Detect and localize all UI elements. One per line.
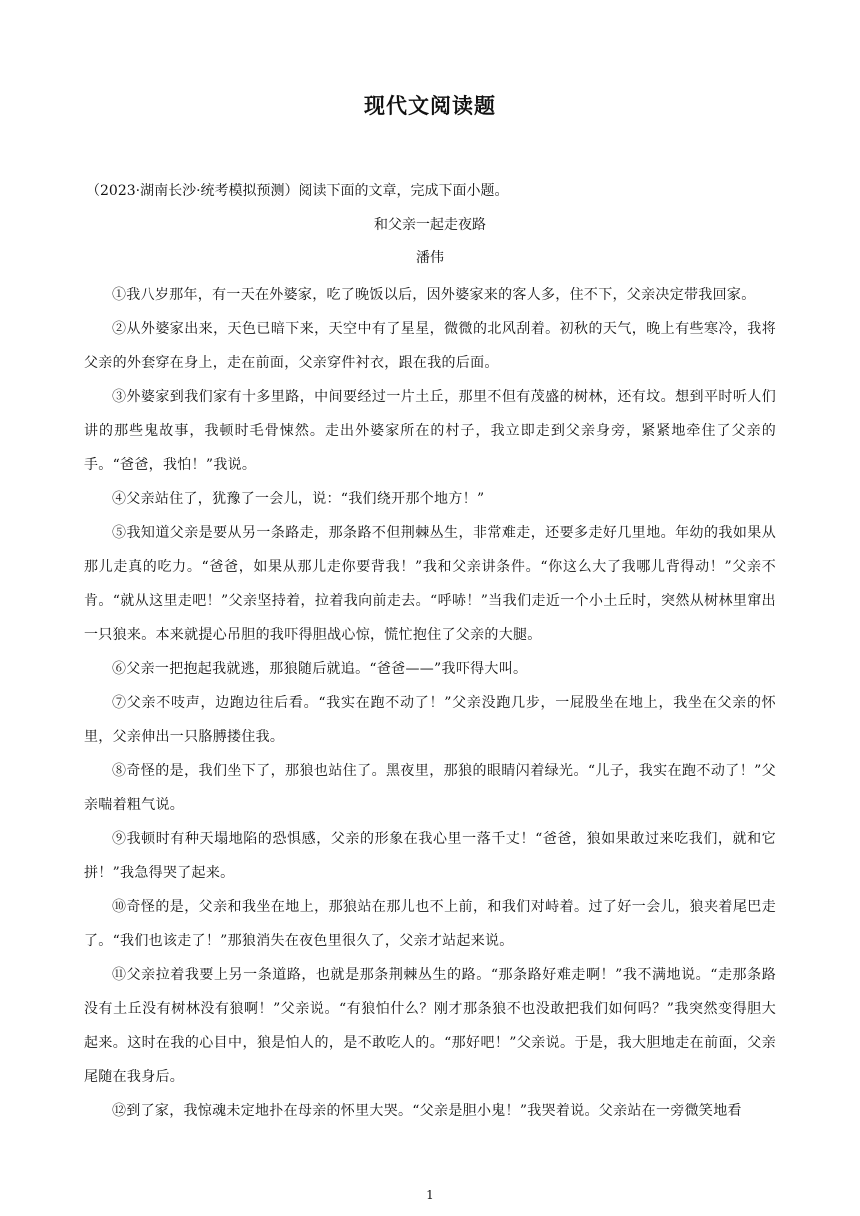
paragraph-12: ⑫到了家，我惊魂未定地扑在母亲的怀里大哭。“父亲是胆小鬼！”我哭着说。父亲站在一旁微笑地看 <box>112 1103 742 1119</box>
paragraph-1: ①我八岁那年，有一天在外婆家，吃了晚饭以后，因外婆家来的客人多，住不下，父亲决定带我回家。 <box>112 287 756 303</box>
article-body <box>84 278 776 1128</box>
article-author: 潘伟 <box>416 250 444 266</box>
question-source: （2023·湖南长沙·统考模拟预测）阅读下面的文章，完成下面小题。 <box>86 183 509 199</box>
paragraph-5: ⑤我知道父亲是要从另一条路走，那条路不但荆棘丛生，非常难走，还要多走好几里地。年幼的我如果从那儿走真的吃力。“爸爸，如果从那儿走你要背我！”我和父亲讲条件。“你这么大了我哪儿背得动！”父亲不肯。“就从这里走吧！”父亲坚持着，拉着我向前走去。“呼哧！”当我们走近一个小土丘时，突然从树林里窜出一只狼来。本来就提心吊胆的我吓得胆战心惊，慌忙抱住了父亲的大腿。 <box>84 525 776 643</box>
page-number: 1 <box>426 1188 434 1202</box>
paragraph-8: ⑧奇怪的是，我们坐下了，那狼也站住了。黑夜里，那狼的眼睛闪着绿光。“儿子，我实在跑不动了！”父亲喘着粗气说。 <box>84 763 776 813</box>
article-title: 和父亲一起走夜路 <box>374 217 486 233</box>
page-title: 现代文阅读题 <box>364 94 496 118</box>
paragraph-2: ②从外婆家出来，天色已暗下来，天空中有了星星，微微的北风刮着。初秋的天气，晚上有些寒冷，我将父亲的外套穿在身上，走在前面，父亲穿件衬衣，跟在我的后面。 <box>84 321 776 371</box>
paragraph-9: ⑨我顿时有种天塌地陷的恐惧感，父亲的形象在我心里一落千丈！“爸爸，狼如果敢过来吃我们，就和它拼！”我急得哭了起来。 <box>84 831 776 881</box>
paragraph-4: ④父亲站住了，犹豫了一会儿，说：“我们绕开那个地方！” <box>112 491 485 507</box>
paragraph-7: ⑦父亲不吱声，边跑边往后看。“我实在跑不动了！”父亲没跑几步，一屁股坐在地上，我坐在父亲的怀里，父亲伸出一只胳膊搂住我。 <box>84 695 776 745</box>
paragraph-6: ⑥父亲一把抱起我就逃，那狼随后就追。“爸爸——”我吓得大叫。 <box>112 661 528 677</box>
paragraph-11: ⑪父亲拉着我要上另一条道路，也就是那条荆棘丛生的路。“那条路好难走啊！”我不满地说。“走那条路没有土丘没有树林没有狼啊！”父亲说。“有狼怕什么？刚才那条狼不也没敢把我们如何吗？”我突然变得胆大起来。这时在我的心目中，狼是怕人的，是不敢吃人的。“那好吧！”父亲说。于是，我大胆地走在前面，父亲尾随在我身后。 <box>84 967 776 1085</box>
paragraph-10: ⑩奇怪的是，父亲和我坐在地上，那狼站在那儿也不上前，和我们对峙着。过了好一会儿，狼夹着尾巴走了。“我们也该走了！”那狼消失在夜色里很久了，父亲才站起来说。 <box>84 899 776 949</box>
paragraph-3: ③外婆家到我们家有十多里路，中间要经过一片土丘，那里不但有茂盛的树林，还有坟。想到平时听人们讲的那些鬼故事，我顿时毛骨悚然。走出外婆家所在的村子，我立即走到父亲身旁，紧紧地牵住了父亲的手。“爸爸，我怕！”我说。 <box>84 389 776 473</box>
